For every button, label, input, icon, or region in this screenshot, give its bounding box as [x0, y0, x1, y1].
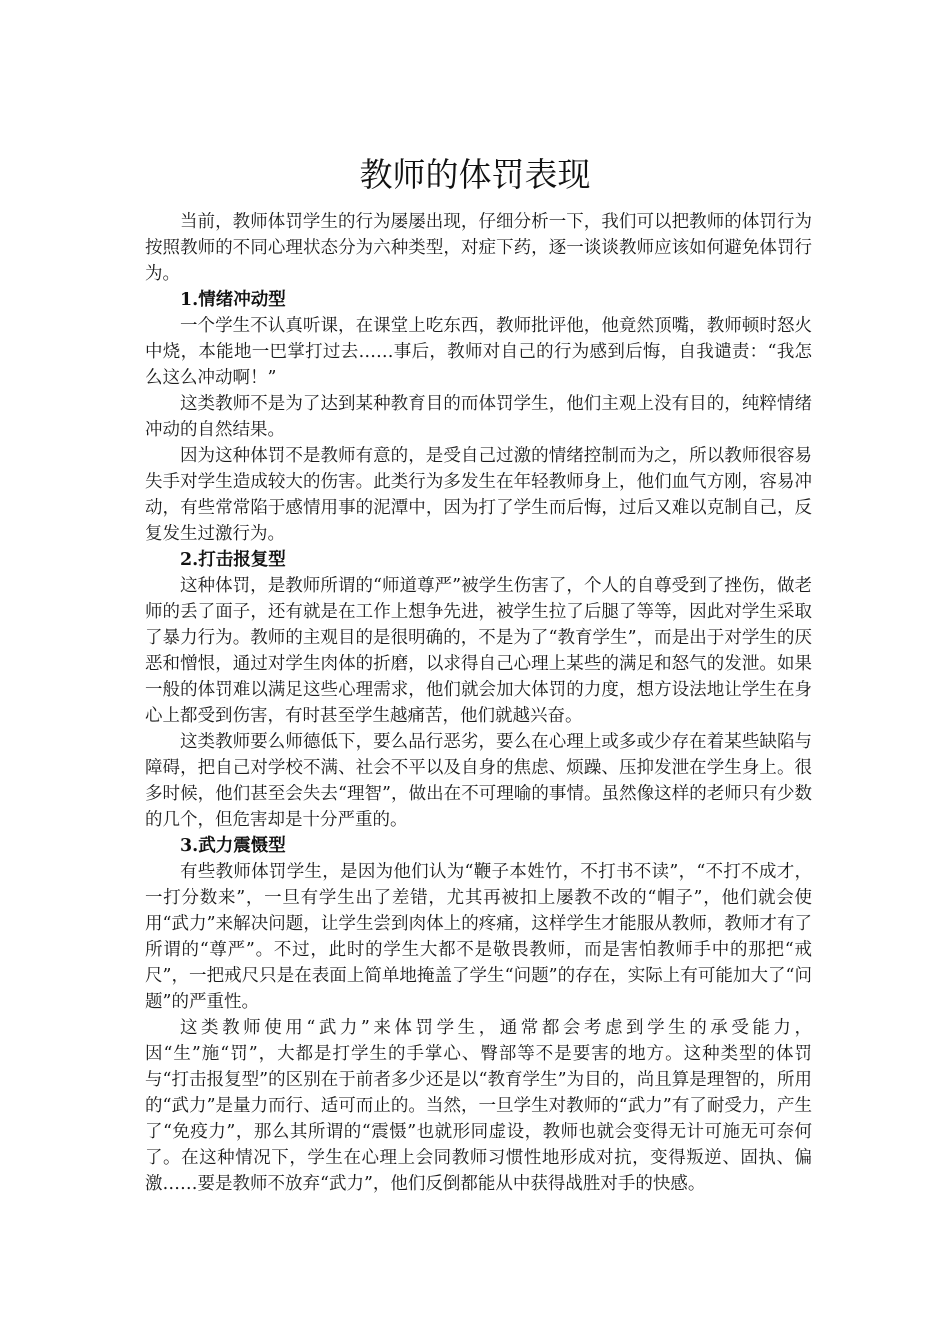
- section-heading-revenge: 2.打击报复型: [180, 550, 286, 570]
- paragraph: 因为这种体罚不是教师有意的，是受自己过激的情绪控制而为之，所以教师很容易失手对学生造成较大的伤害。此类行为多发生在年轻教师身上，他们血气方刚，容易冲动，有些常常陷于感情用事的泥潭中，因为打了学生而后悔，过后又难以克制自己，反复发生过激行为。: [145, 446, 812, 544]
- paragraph: 这种体罚，是教师所谓的“师道尊严”被学生伤害了，个人的自尊受到了挫伤，做老师的丢了面子，还有就是在工作上想争先进，被学生拉了后腿了等等，因此对学生采取了暴力行为。教师的主观目的是很明确的，不是为了“教育学生”，而是出于对学生的厌恶和憎恨，通过对学生肉体的折磨，以求得自己心理上某些的满足和怒气的发泄。如果一般的体罚难以满足这些心理需求，他们就会加大体罚的力度，想方设法地让学生在身心上都受到伤害，有时甚至学生越痛苦，他们就越兴奋。: [145, 576, 812, 726]
- intro-paragraph: 当前，教师体罚学生的行为屡屡出现，仔细分析一下，我们可以把教师的体罚行为按照教师的不同心理状态分为六种类型，对症下药，逐一谈谈教师应该如何避免体罚行为。: [145, 212, 812, 284]
- paragraph: 这类教师使用“武力”来体罚学生，通常都会考虑到学生的承受能力，因“生”施“罚”，大都是打学生的手掌心、臀部等不是要害的地方。这种类型的体罚与“打击报复型”的区别在于前者多少还是以“教育学生”为目的，尚且算是理智的，所用的“武力”是量力而行、适可而止的。当然，一旦学生对教师的“武力”有了耐受力，产生了“免疫力”，那么其所谓的“震慑”也就形同虚设，教师也就会变得无计可施无可奈何了。在这种情况下，学生在心理上会同教师习惯性地形成对抗，变得叛逆、固执、偏激……要是教师不放弃“武力”，他们反倒都能从中获得战胜对手的快感。: [145, 1018, 812, 1194]
- paragraph: 这类教师不是为了达到某种教育目的而体罚学生，他们主观上没有目的，纯粹情绪冲动的自然结果。: [145, 394, 812, 440]
- paragraph: 一个学生不认真听课，在课堂上吃东西，教师批评他，他竟然顶嘴，教师顿时怒火中烧，本能地一巴掌打过去……事后，教师对自己的行为感到后悔，自我谴责：“我怎么这么冲动啊！”: [145, 316, 812, 388]
- document-body: [145, 209, 812, 1197]
- section-heading-emotional: 1.情绪冲动型: [180, 290, 286, 310]
- paragraph: 有些教师体罚学生，是因为他们认为“鞭子本姓竹，不打书不读”，“不打不成才，一打分数来”，一旦有学生出了差错，尤其再被扣上屡教不改的“帽子”，他们就会使用“武力”来解决问题，让学生尝到肉体上的疼痛，这样学生才能服从教师，教师才有了所谓的“尊严”。不过，此时的学生大都不是敬畏教师，而是害怕教师手中的那把“戒尺”，一把戒尺只是在表面上简单地掩盖了学生“问题”的存在，实际上有可能加大了“问题”的严重性。: [145, 862, 812, 1012]
- paragraph: 这类教师要么师德低下，要么品行恶劣，要么在心理上或多或少存在着某些缺陷与障碍，把自己对学校不满、社会不平以及自身的焦虑、烦躁、压抑发泄在学生身上。很多时候，他们甚至会失去“理智”，做出在不可理喻的事情。虽然像这样的老师只有少数的几个，但危害却是十分严重的。: [145, 732, 812, 830]
- document-title: 教师的体罚表现: [359, 155, 591, 194]
- section-heading-deterrence: 3.武力震慑型: [180, 836, 286, 856]
